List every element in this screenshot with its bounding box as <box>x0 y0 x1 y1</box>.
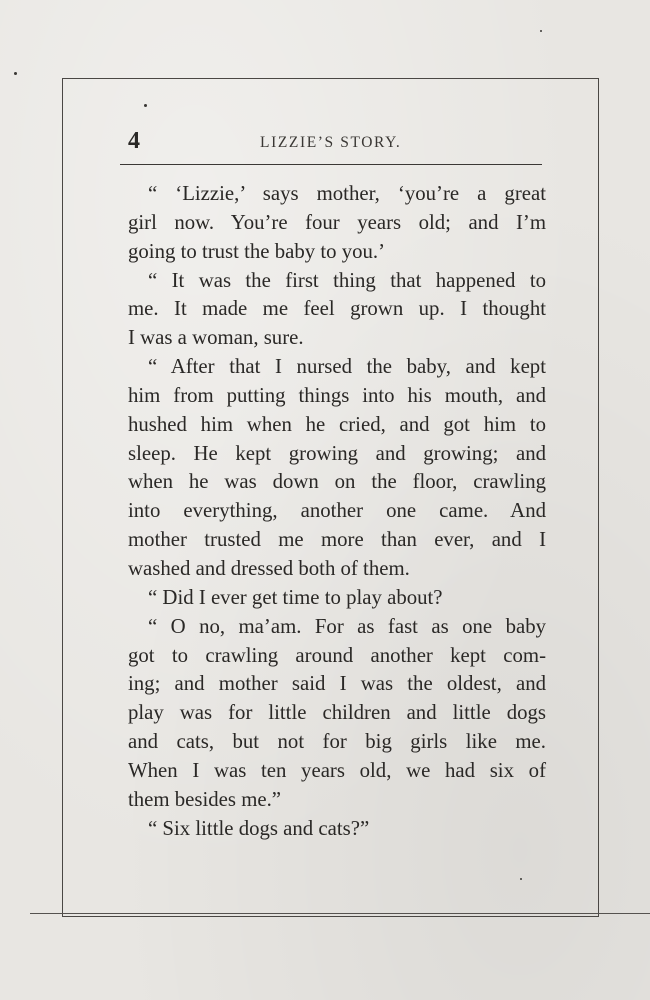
ink-speck <box>540 30 542 32</box>
running-head: LIZZIE’S STORY. <box>260 134 402 151</box>
header-rule <box>120 164 542 165</box>
text-line: sleep. He kept growing and growing; and <box>128 441 546 465</box>
body-text <box>128 180 546 843</box>
ink-speck <box>14 72 17 75</box>
text-line: girl now. You’re four years old; and I’m <box>128 210 546 234</box>
text-line: into everything, another one came. And <box>128 499 546 523</box>
text-line: got to crawling around another kept com- <box>128 643 546 667</box>
text-line: “ O no, ma’am. For as fast as one baby <box>148 614 546 638</box>
text-line: me. It made me feel grown up. I thought <box>128 297 546 321</box>
text-line: play was for little children and little dogs <box>128 701 546 725</box>
bottom-rule <box>30 913 650 914</box>
text-line: “ ‘Lizzie,’ says mother, ‘you’re a great <box>148 182 546 205</box>
text-line: when he was down on the floor, crawling <box>128 470 546 494</box>
text-line: him from putting things into his mouth, and <box>128 383 546 407</box>
text-line: “ Did I ever get time to play about? <box>148 585 443 609</box>
text-line: washed and dressed both of them. <box>128 556 410 580</box>
text-line: hushed him when he cried, and got him to <box>128 412 546 436</box>
text-line: “ Six little dogs and cats?” <box>148 816 370 840</box>
text-line: going to trust the baby to you.’ <box>128 239 386 263</box>
page-number: 4 <box>128 128 140 154</box>
text-line: When I was ten years old, we had six of <box>128 758 546 782</box>
text-line: mother trusted me more than ever, and I <box>128 528 546 552</box>
text-line: I was a woman, sure. <box>128 326 304 350</box>
text-line: them besides me.” <box>128 787 282 811</box>
text-line: “ It was the first thing that happened to <box>148 268 546 292</box>
text-line: “ After that I nursed the baby, and kept <box>148 355 546 379</box>
text-line: ing; and mother said I was the oldest, and <box>128 672 546 696</box>
text-line: and cats, but not for big girls like me. <box>128 730 546 754</box>
